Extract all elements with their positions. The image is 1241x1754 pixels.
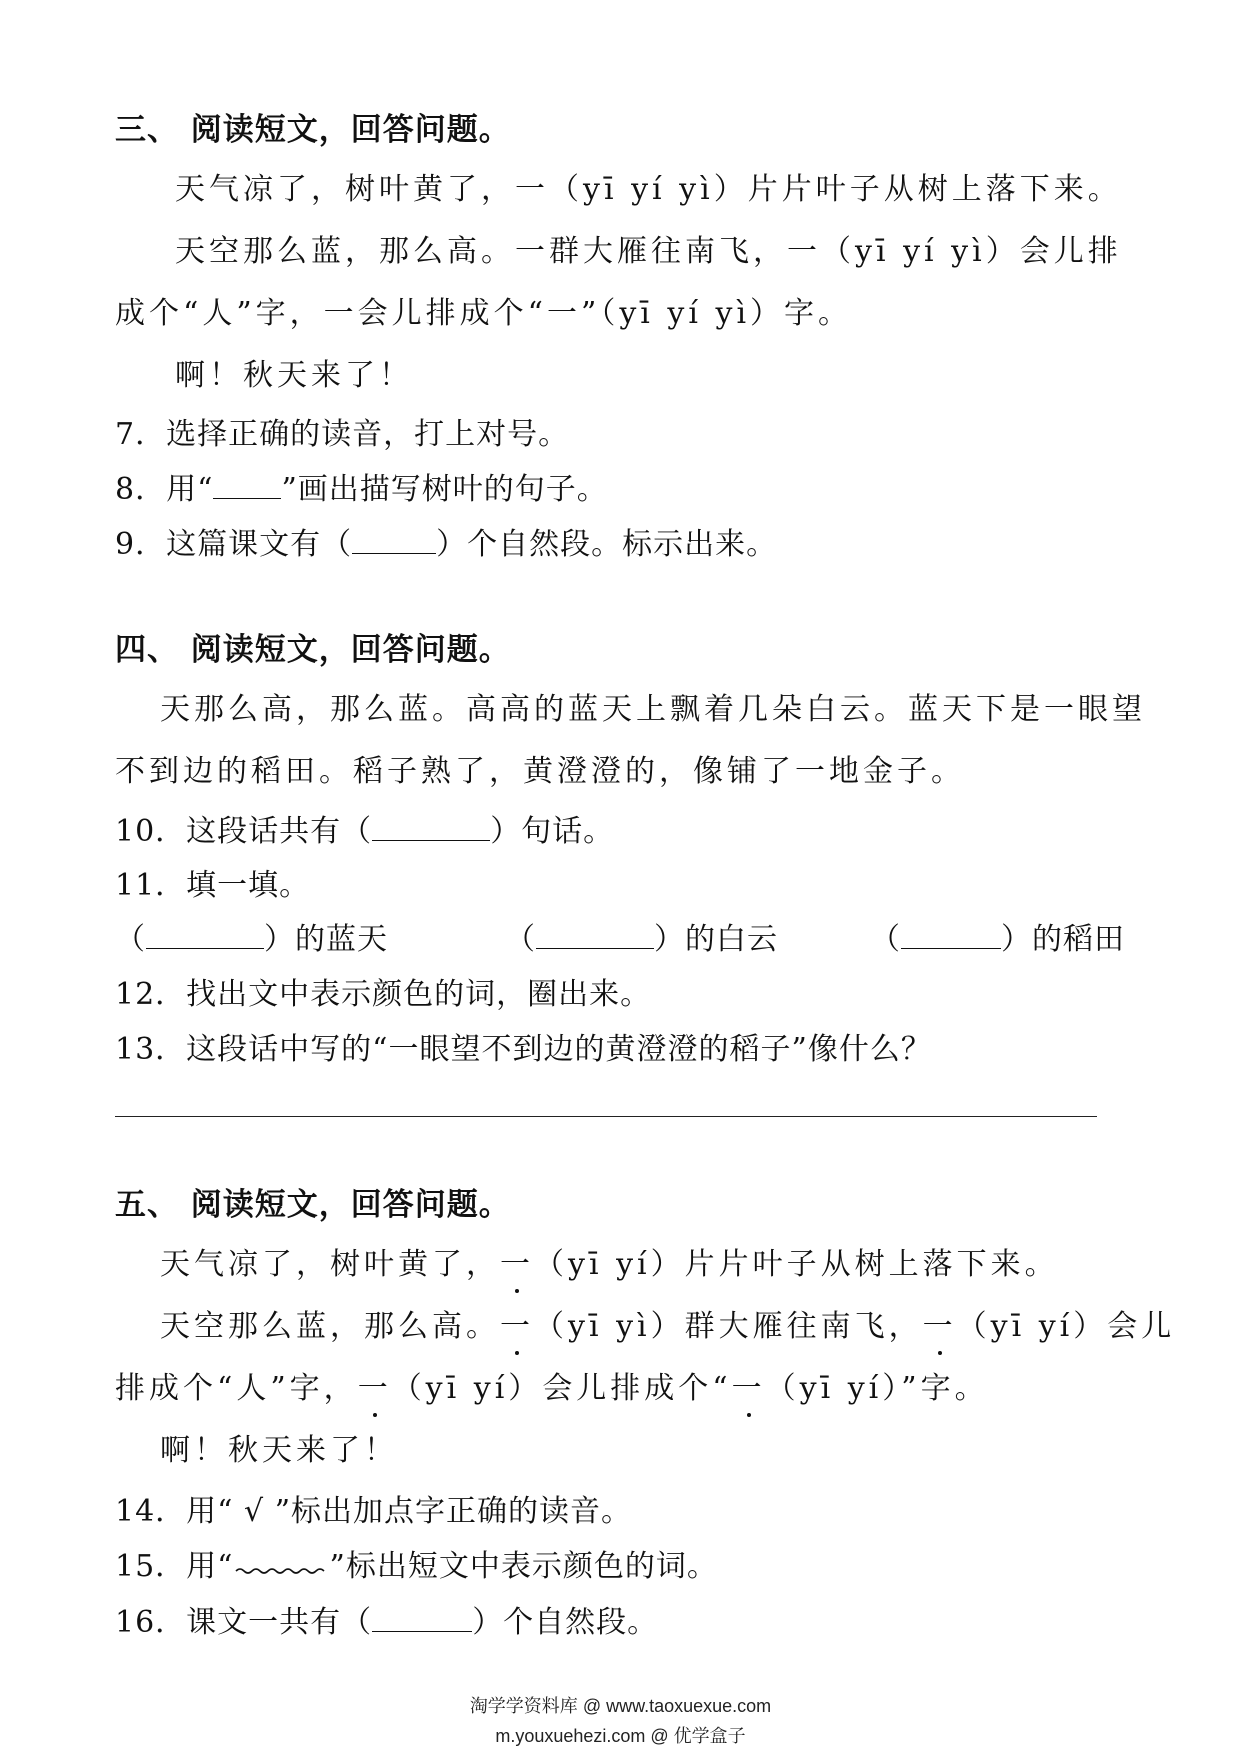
question-15 (115, 1547, 718, 1587)
fill3-open: （ (870, 922, 901, 957)
s3-paragraph-2a: 天空那么蓝，那么高。一群大雁往南飞，一（yī yí yì）会儿排 (175, 234, 1122, 269)
s5-p2-dotted-yi-2: 一 (923, 1307, 957, 1347)
q16-answer-blank[interactable] (372, 1603, 472, 1632)
s5-p3-options-1: （yī yí） (391, 1371, 543, 1406)
s5-paragraph-1 (160, 1245, 1059, 1285)
q8-underline-sample (213, 470, 281, 499)
q10-text-pre: 10．这段话共有（ (115, 814, 373, 849)
s5-p2-pre: 天空那么蓝，那么高。 (160, 1309, 500, 1344)
question-8 (115, 470, 608, 510)
s5-paragraph-2 (160, 1307, 1175, 1347)
s5-p1-dotted-yi: 一 (500, 1245, 534, 1285)
s5-p3-post: ”字。 (901, 1371, 989, 1406)
s5-paragraph-4: 啊！秋天来了！ (160, 1433, 398, 1468)
fill3-answer-blank[interactable] (901, 920, 1001, 949)
s5-p2-options-2: （yī yí） (956, 1309, 1108, 1344)
fill1-label: ）的蓝天 (264, 922, 388, 957)
s3-paragraph-3: 啊！秋天来了！ (175, 358, 413, 393)
s5-p3-mid: 会儿排成个“ (542, 1371, 732, 1406)
footer-line-2: m.youxuehezi.com @ 优学盒子 (495, 1726, 746, 1746)
footer-line-1: 淘学学资料库 @ www.taoxuexue.com (469, 1696, 772, 1716)
s3-paragraph-1: 天气凉了，树叶黄了，一（yī yí yì）片片叶子从树上落下来。 (175, 172, 1122, 207)
s4-paragraph-1a: 天那么高，那么蓝。高高的蓝天上飘着几朵白云。蓝天下是一眼望 (160, 692, 1146, 727)
s5-p2-mid: 群大雁往南飞， (684, 1309, 923, 1344)
question-12: 12．找出文中表示颜色的词，圈出来。 (115, 977, 652, 1012)
s5-paragraph-3 (115, 1369, 989, 1409)
fill1-open: （ (115, 922, 146, 957)
s5-p1-post: 片片叶子从树上落下来。 (684, 1247, 1059, 1282)
s5-p2-dotted-yi-1: 一 (500, 1307, 534, 1347)
question-9 (115, 525, 777, 565)
s5-p2-options-1: （yī yì） (534, 1309, 685, 1344)
question-11: 11．填一填。 (115, 868, 311, 903)
q15-text-pre: 15．用“ (115, 1549, 234, 1584)
fill3-label: ）的稻田 (1001, 922, 1125, 957)
s3-paragraph-2b: 成个“人”字，一会儿排成个“一”（yī yí yì）字。 (115, 296, 853, 331)
q15-text-post: ”标出短文中表示颜色的词。 (329, 1549, 718, 1584)
fill-blank-rice-field (870, 920, 1125, 960)
q10-text-post: ）句话。 (490, 814, 615, 849)
section-4-heading: 四、 阅读短文，回答问题。 (115, 632, 511, 668)
s5-p3-dotted-yi-2: 一 (732, 1369, 766, 1409)
question-16 (115, 1603, 658, 1643)
s5-p1-options: （yī yí） (534, 1247, 685, 1282)
q16-text-post: ）个自然段。 (472, 1605, 659, 1640)
question-7: 7．选择正确的读音，打上对号。 (115, 417, 570, 452)
fill2-label: ）的白云 (654, 922, 778, 957)
s5-p2-post: 会儿 (1107, 1309, 1176, 1344)
q10-answer-blank[interactable] (372, 812, 490, 841)
question-14: 14．用“ √ ”标出加点字正确的读音。 (115, 1494, 633, 1529)
q13-answer-line[interactable] (115, 1116, 1097, 1117)
fill2-open: （ (505, 922, 536, 957)
section-5-heading: 五、 阅读短文，回答问题。 (115, 1187, 511, 1223)
fill-blank-blue-sky (115, 920, 388, 960)
s5-p3-dotted-yi-1: 一 (358, 1369, 392, 1409)
q16-text-pre: 16．课文一共有（ (115, 1605, 373, 1640)
s4-paragraph-1b: 不到边的稻田。稻子熟了，黄澄澄的，像铺了一地金子。 (115, 754, 965, 789)
question-13: 13．这段话中写的“一眼望不到边的黄澄澄的稻子”像什么？ (115, 1032, 932, 1067)
q9-answer-blank[interactable] (352, 525, 436, 554)
wavy-underline-sample (234, 1566, 330, 1576)
q9-text-post: ）个自然段。标示出来。 (436, 527, 778, 562)
fill1-answer-blank[interactable] (146, 920, 264, 949)
q9-text-pre: 9．这篇课文有（ (115, 527, 353, 562)
s5-p3-options-2: （yī yí） (765, 1371, 902, 1406)
fill2-answer-blank[interactable] (536, 920, 654, 949)
question-10 (115, 812, 614, 852)
s5-p3-pre: 排成个“人”字， (115, 1371, 358, 1406)
q8-text-pre: 8．用“ (115, 472, 214, 507)
s5-p1-pre: 天气凉了，树叶黄了， (160, 1247, 500, 1282)
fill-blank-white-cloud (505, 920, 778, 960)
q8-text-post: ”画出描写树叶的句子。 (281, 472, 608, 507)
section-3-heading: 三、 阅读短文，回答问题。 (115, 112, 511, 148)
